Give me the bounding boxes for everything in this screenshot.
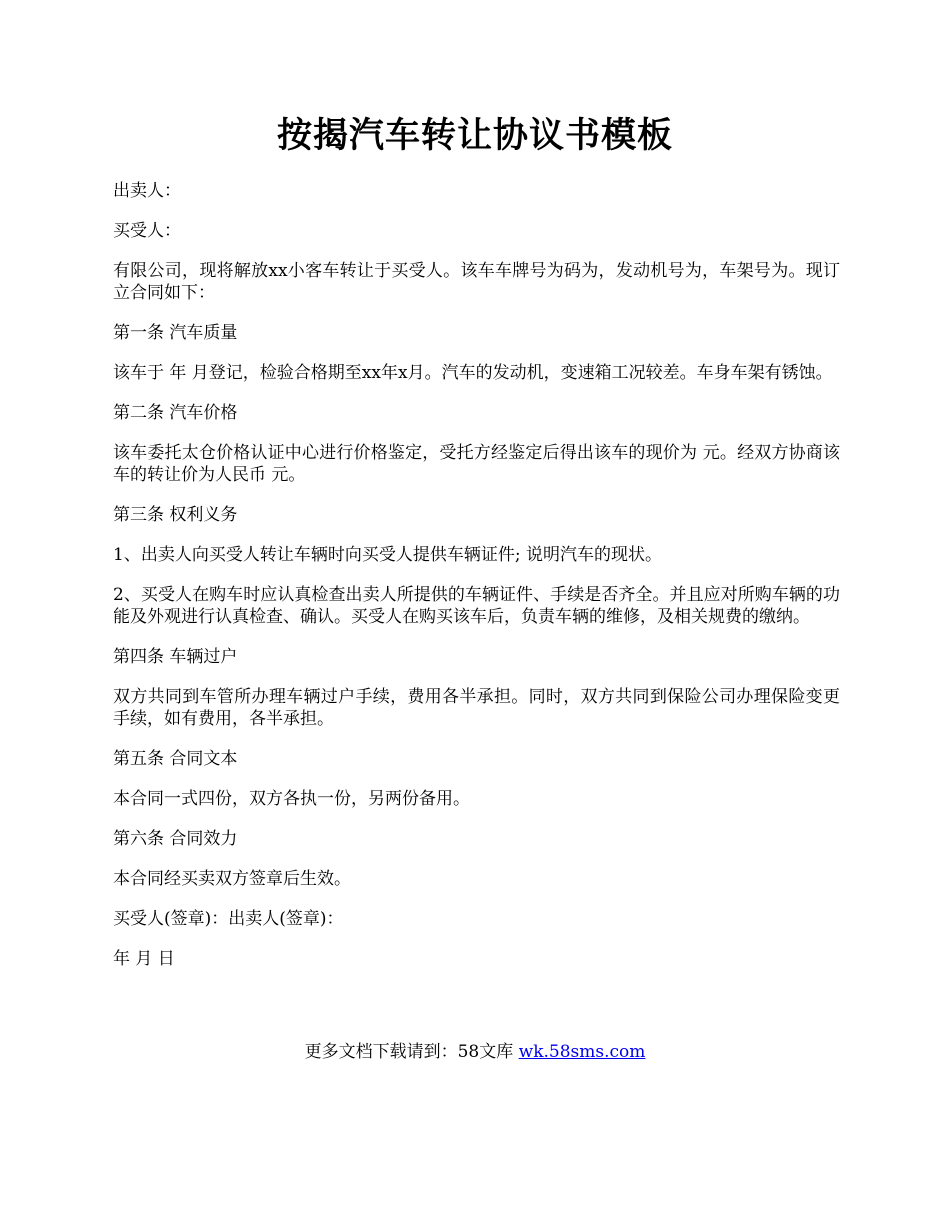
article-3-item-1: 1、出卖人向买受人转让车辆时向买受人提供车辆证件; 说明汽车的现状。 xyxy=(113,545,662,565)
signature-line: 买受人(签章)：出卖人(签章)： xyxy=(113,909,344,929)
article-3-item-2: 2、买受人在购车时应认真检查出卖人所提供的车辆证件、手续是否齐全。并且应对所购车辆的功能及外观进行认真检查、确认。买受人在购买该车后，负责车辆的维修，及相关规费的缴纳。 xyxy=(113,585,840,627)
intro-paragraph: 有限公司，现将解放xx小客车转让于买受人。该车车牌号为码为，发动机号为，车架号为。现订立合同如下： xyxy=(113,261,840,303)
document-title: 按揭汽车转让协议书模板 xyxy=(276,115,673,156)
article-1-heading: 第一条 汽车质量 xyxy=(113,323,238,343)
footer xyxy=(0,1041,950,1063)
article-2-text: 该车委托太仓价格认证中心进行价格鉴定，受托方经鉴定后得出该车的现价为 元。经双方协商该车的转让价为人民币 元。 xyxy=(113,443,840,485)
article-2-heading: 第二条 汽车价格 xyxy=(113,403,238,423)
article-6-heading: 第六条 合同效力 xyxy=(113,829,238,849)
article-3-heading: 第三条 权利义务 xyxy=(113,505,238,525)
article-4-text: 双方共同到车管所办理车辆过户手续，费用各半承担。同时，双方共同到保险公司办理保险变更手续，如有费用，各半承担。 xyxy=(113,687,840,729)
date-line: 年 月 日 xyxy=(113,949,175,969)
footer-link[interactable]: wk.58sms.com xyxy=(518,1042,646,1062)
document-body xyxy=(113,180,840,988)
article-4-heading: 第四条 车辆过户 xyxy=(113,647,238,667)
article-5-text: 本合同一式四份，双方各执一份，另两份备用。 xyxy=(113,789,470,809)
buyer-line: 买受人： xyxy=(113,221,181,241)
article-6-text: 本合同经买卖双方签章后生效。 xyxy=(113,869,351,889)
article-1-text: 该车于 年 月登记，检验合格期至xx年x月。汽车的发动机，变速箱工况较差。车身车架有锈蚀。 xyxy=(113,363,833,383)
article-5-heading: 第五条 合同文本 xyxy=(113,749,238,769)
footer-text: 更多文档下载请到：58文库 xyxy=(304,1042,514,1062)
seller-line: 出卖人： xyxy=(113,181,181,201)
